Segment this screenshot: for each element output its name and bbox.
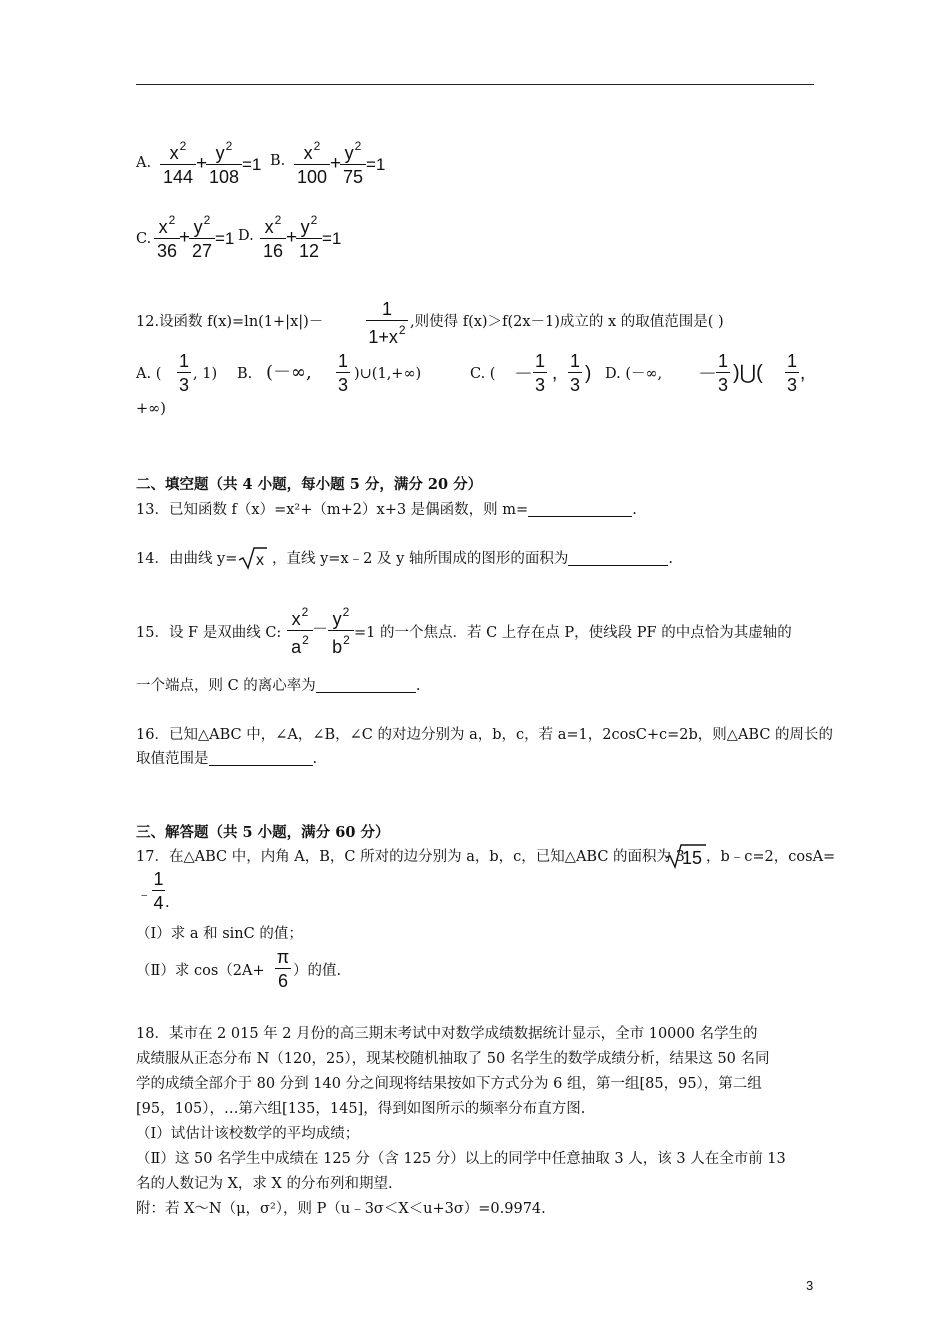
q12-b-third: 1 3 [337, 351, 348, 395]
q16-line-2: 取值范围是 . [136, 751, 318, 767]
q11-c-eq: =1 [215, 229, 235, 248]
q12-option-c-label: C. ( [470, 366, 496, 382]
q15-text-start: 15．设 F 是双曲线 C: [136, 625, 282, 641]
q12-option-d-label: D. (－∞, [605, 366, 663, 382]
q17-part-1: （Ⅰ）求 a 和 sinC 的值； [136, 926, 303, 942]
q11-c-plus: + [179, 227, 191, 248]
q12-option-a-label: A. ( [136, 366, 162, 382]
q14-radicand: x [256, 552, 264, 569]
q15-frac2: $y^2$ $b^2$ [328, 606, 354, 656]
q14-text-start: 14．由曲线 y= [136, 551, 238, 567]
q17-text-end: ，b﹣c=2，cosA= [706, 849, 836, 865]
q12-d-mid: )⋃( [733, 362, 763, 384]
section-2-title: 二、填空题（共 4 小题，每小题 5 分，满分 20 分） [136, 476, 483, 493]
q14-text-end: ，直线 y=x﹣2 及 y 轴所围成的图形的面积为 . [272, 551, 673, 567]
header-rule [136, 84, 814, 85]
q17-minus: ﹣ [137, 887, 152, 903]
q12-c-third-2: 1 3 [569, 351, 580, 395]
q11-d-frac2: $y^2$ 12 [296, 214, 322, 260]
q11-b-frac1: $x^2$ 100 [294, 140, 330, 186]
q12-c-tail: ) [585, 363, 592, 384]
q18-line-2: 成绩服从正态分布 N（120，25），现某校随机抽取了 50 名学生的数学成绩分析，结果这 50 名同 [136, 1051, 770, 1067]
page-number: 3 [806, 1278, 814, 1293]
q12-option-d-continuation: +∞) [136, 401, 166, 417]
q15-minus: － [312, 621, 329, 638]
q17-radicand: 15 [682, 848, 703, 868]
q12-a-third: 1 3 [178, 351, 189, 395]
q11-a-frac1: $x^2$ 144 [160, 140, 196, 186]
q17-dot: . [165, 895, 170, 911]
q12-option-a-tail: , 1) [193, 366, 218, 382]
q11-c-frac2: $y^2$ 27 [189, 214, 215, 260]
q15-text-end: 一个端点，则 C 的离心率为 . [136, 678, 421, 694]
q18-line-3: 学的成绩全部介于 80 分到 140 分之间现将结果按如下方式分为 6 组，第一组[85，95），第二组 [136, 1076, 762, 1092]
q11-b-eq: =1 [366, 155, 386, 174]
q18-line-1: 18．某市在 2 015 年 2 月份的高三期末考试中对数学成绩数据统计显示，全市 10000 名学生的 [136, 1026, 758, 1042]
q11-d-eq: =1 [322, 229, 342, 248]
q17-part-2-end: ）的值. [293, 963, 342, 979]
q11-a-frac2: $y^2$ 108 [206, 140, 242, 186]
q15-text-mid: =1 的一个焦点．若 C 上存在点 P，使线段 PF 的中点恰为其虚轴的 [354, 625, 792, 641]
section-3-title: 三、解答题（共 5 小题，满分 60 分） [136, 824, 390, 841]
q12-stem-start: 12.设函数 f(x)=ln(1+|x|)－ [136, 314, 324, 330]
q11-c-frac1: $x^2$ 36 [154, 214, 180, 260]
q11-a-eq: =1 [242, 155, 262, 174]
q11-option-b-label: B. [270, 153, 286, 169]
q18-line-5: （I）试估计该校数学的平均成绩； [136, 1126, 360, 1142]
q18-line-4: [95，105），…第六组[135，145]，得到如图所示的频率分布直方图. [136, 1101, 586, 1117]
q12-d-minus: － [698, 364, 718, 385]
q12-stem-end: ,则使得 f(x)＞f(2x－1)成立的 x 的取值范围是( ) [410, 314, 724, 330]
q17-text-start: 17．在△ABC 中，内角 A，B，C 所对的边分别为 a，b，c，已知△ABC 的面积为 3 [136, 849, 685, 865]
q11-d-plus: + [286, 227, 298, 248]
q12-c-third-1: 1 3 [534, 351, 545, 395]
q11-b-plus: + [330, 153, 342, 174]
q12-d-third-1: 1 3 [717, 351, 728, 395]
q11-b-frac2: $y^2$ 75 [340, 140, 366, 186]
q17-part-2-start: （Ⅱ）求 cos（2A+ [136, 963, 265, 979]
q12-option-b-label: B. [237, 366, 253, 382]
q11-d-frac1: $x^2$ 16 [260, 214, 286, 260]
q11-option-d-label: D. [238, 228, 254, 244]
q15-frac1: $x^2$ $a^2$ [287, 606, 313, 656]
q12-c-comma: , [552, 363, 558, 384]
q11-option-c-label: C. [136, 231, 152, 247]
q12-c-minus: － [514, 364, 534, 385]
q12-option-b-paren: (－∞, [266, 362, 312, 383]
q18-line-6: （Ⅱ）这 50 名学生中成绩在 125 分（含 125 分）以上的同学中任意抽取 3 人，该 3 人在全市前 13 [136, 1151, 786, 1167]
q12-d-comma: , [800, 363, 806, 384]
q11-option-a-label: A. [136, 155, 152, 171]
q17-cosA-fraction: 1 4 [153, 869, 164, 913]
q12-d-third-2: 1 3 [786, 351, 797, 395]
q12-option-b-tail: )∪(1,+∞) [354, 366, 422, 382]
q16-line-1: 16．已知△ABC 中，∠A，∠B，∠C 的对边分别为 a，b，c，若 a=1，2cosC+c=2b，则△ABC 的周长的 [136, 727, 834, 743]
q11-a-plus: + [196, 153, 208, 174]
q12-stem-fraction: 1 $1+x^2$ [366, 300, 408, 346]
q17-pi-over-6: π 6 [276, 947, 290, 991]
q18-line-7: 名的人数记为 X，求 X 的分布列和期望. [136, 1176, 393, 1192]
q18-line-8: 附：若 X～N（μ，σ²），则 P（u﹣3σ＜X＜u+3σ）=0.9974. [136, 1201, 546, 1217]
q13-text: 13．已知函数 f（x）=x²+（m+2）x+3 是偶函数，则 m= . [136, 502, 637, 518]
